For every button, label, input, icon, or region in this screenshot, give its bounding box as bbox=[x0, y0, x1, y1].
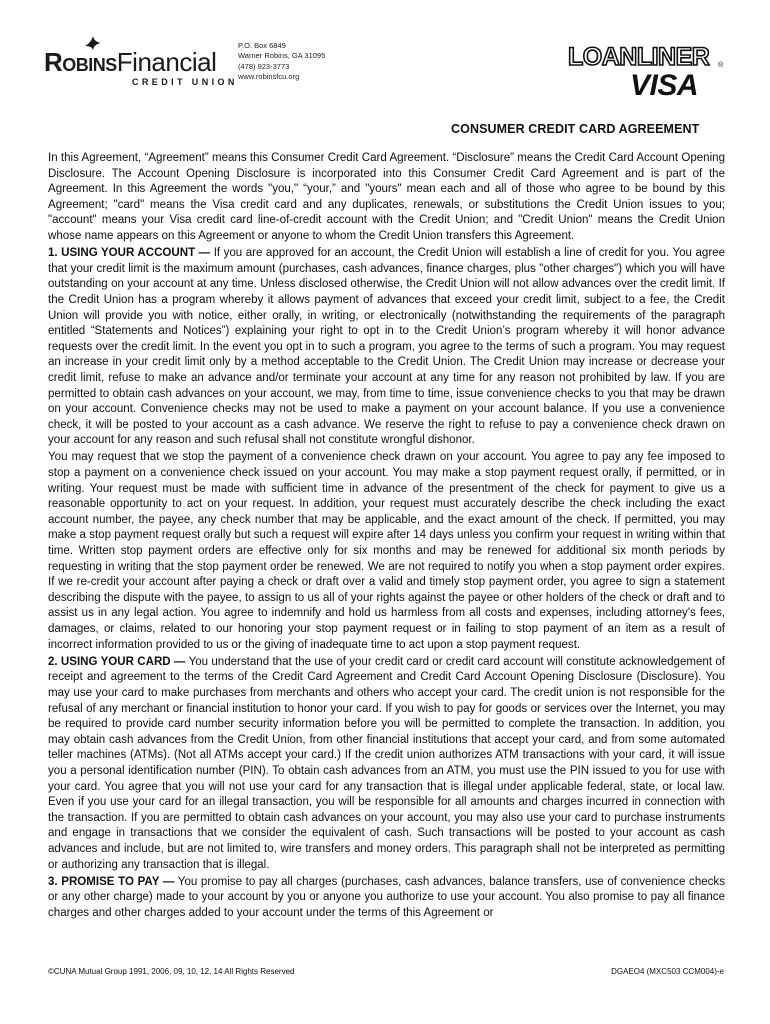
section-1-paragraph bbox=[48, 246, 725, 449]
intro-paragraph: In this Agreement, “Agreement” means this Consumer Credit Card Agreement. “Disclosure” means the Credit Card Account Opening Disclosure. The Account Opening Disclosure is incorporated into this Consumer Credit Card Agreement and is part of the Agreement. In this Agreement the words "you," “your,” and "yours" mean each and all of those who agree to be bound by this Agreement; "card" means the Visa credit card and any duplicates, renewals, or substitutions the Credit Union issues to you; "account" means your Visa credit card line-of-credit account with the Credit Union; and "Credit Union" means the Credit Union whose name appears on this Agreement or anyone to whom the Credit Union transfers this Agreement. bbox=[48, 152, 725, 242]
credit-union-address bbox=[238, 41, 325, 83]
address-website: www.robinsfcu.org bbox=[238, 72, 300, 82]
logo-wordmark: RobinsFinancial bbox=[44, 47, 217, 77]
address-city: Warner Robins, GA 31095 bbox=[238, 51, 326, 61]
visa-wordmark: VISA bbox=[630, 69, 699, 102]
section-3-text: You promise to pay all charges (purchases, cash advances, balance transfers, use of convenience checks or any other charge) made to your account by you or anyone you authorize to use your account. You also promise to pay all finance charges and other charges added to your account under the terms of this Agreement or bbox=[48, 875, 725, 919]
section-3-paragraph bbox=[48, 875, 725, 922]
stop-payment-paragraph: You may request that we stop the payment of a convenience check drawn on your account. You agree to pay any fee imposed to stop a payment on a convenience check issued on your account. You may make a stop payment request orally, if permitted, or in writing. Your request must be made with sufficient time in advance of the presentment of the check for payment to give us a reasonable opportunity to act on your request. In addition, your request must accurately describe the check including the exact account number, the payee, any check number that may be applicable, and the exact amount of the check. If permitted, you may make a stop payment request orally but such a request will expire after 14 days unless you confirm your request in writing within that time. Written stop payment orders are effective only for six months and may be renewed for additional six month periods by requesting in writing that the stop payment order be renewed. We are not required to notify you when a stop payment order expires. If we re-credit your account after paying a check or draft over a valid and timely stop payment order, you agree to sign a statement describing the dispute with the payee, to assign to us all of your rights against the payee or other holders of the check or draft and to assist us in any legal action. You agree to indemnify and hold us harmless from all costs and expenses, including attorney's fees, damages, or claims, related to our honoring your stop payment request or in failing to stop payment of an item as a result of incorrect information provided to us or the giving of inadequate time to act upon a stop payment request. bbox=[48, 451, 725, 651]
page-title: CONSUMER CREDIT CARD AGREEMENT bbox=[451, 122, 700, 136]
address-po-box: P.O. Box 6849 bbox=[238, 41, 286, 50]
registered-mark: ® bbox=[718, 62, 724, 69]
logo-subtitle: CREDIT UNION bbox=[132, 77, 238, 87]
loanliner-wordmark: LOANLINER bbox=[568, 43, 710, 71]
robins-financial-logo bbox=[44, 36, 238, 94]
copyright-notice: ©CUNA Mutual Group 1991, 2006, 09, 10, 12, 14 All Rights Reserved bbox=[48, 967, 295, 976]
address-phone: (478) 923-3773 bbox=[238, 61, 290, 71]
section-2-text: You understand that the use of your credit card or credit card account will constitute acknowledgement of receipt and agreement to the terms of the Credit Card Agreement and Credit Card Account Opening Disclosure (Disclosure). You may use your card to make purchases from merchants and others who accept your card. The credit union is not responsible for the refusal of any merchant or financial institution to honor your card. If you wish to pay for goods or services over the Internet, you may be required to provide card number security information before you will be permitted to complete the transaction. In addition, you may obtain cash advances from the Credit Union, from other financial institutions that accept your card, and from some automated teller machines (ATMs). (Not all ATMs accept your card.) If the credit union authorizes ATM transactions with your card, it will issue you a personal identification number (PIN). To obtain cash advances from an ATM, you must use the PIN issued to you for use with your card. You agree that you will not use your card for any transaction that is illegal under applicable federal, state, or local law. Even if you use your card for an illegal transaction, you will be responsible for all amounts and charges incurred in connection with the transaction. If you are permitted to obtain cash advances on your account, you may also use your card to purchase instruments and engage in transactions that we consider the equivalent of cash. Such transactions will be posted to your account as cash advances and include, but are not limited to, wire transfers and money orders. This paragraph shall not be interpreted as permitting or authorizing any transaction that is illegal. bbox=[48, 655, 725, 871]
section-3-heading: 3. PROMISE TO PAY — bbox=[48, 875, 175, 888]
section-1-heading: 1. USING YOUR ACCOUNT — bbox=[48, 247, 211, 260]
section-2-paragraph bbox=[48, 655, 725, 873]
agreement-body bbox=[48, 151, 725, 923]
form-code: DGAEO4 (MXC503 CCM004)-e bbox=[611, 967, 724, 976]
section-2-heading: 2. USING YOUR CARD — bbox=[48, 655, 186, 668]
section-1-text: If you are approved for an account, the Credit Union will establish a line of credit for you. You agree that your credit limit is the maximum amount (purchases, cash advances, finance charges, plus "other charges") which you will have outstanding on your account at any time. Unless disclosed otherwise, the Credit Union will not allow advances over the credit limit. If the Credit Union has a program whereby it allows payment of advances that exceed your credit limit, subject to a fee, the Credit Union will provide you with notice, either orally, in writing, or electronically (notwithstanding the requirements of the paragraph entitled “Statements and Notices”) explaining your right to opt in to the Credit Union’s program whereby it will honor advance requests over the credit limit. In the event you opt in to such a program, you agree to the terms of such a program. You may request an increase in your credit limit only by a method acceptable to the Credit Union. The Credit Union may increase or decrease your credit limit, refuse to make an advance and/or terminate your account at any time for any reason not prohibited by law. If you are permitted to obtain cash advances on your account, we may, from time to time, issue convenience checks to you that may be drawn on your account. Convenience checks may not be used to make a payment on your account balance. If you use a convenience check, it will be posted to your account as a cash advance. We reserve the right to refuse to pay a convenience check drawn on your account for any reason and such refusal shall not constitute wrongful dishonor. bbox=[48, 247, 726, 447]
loanliner-visa-logo bbox=[568, 44, 728, 106]
